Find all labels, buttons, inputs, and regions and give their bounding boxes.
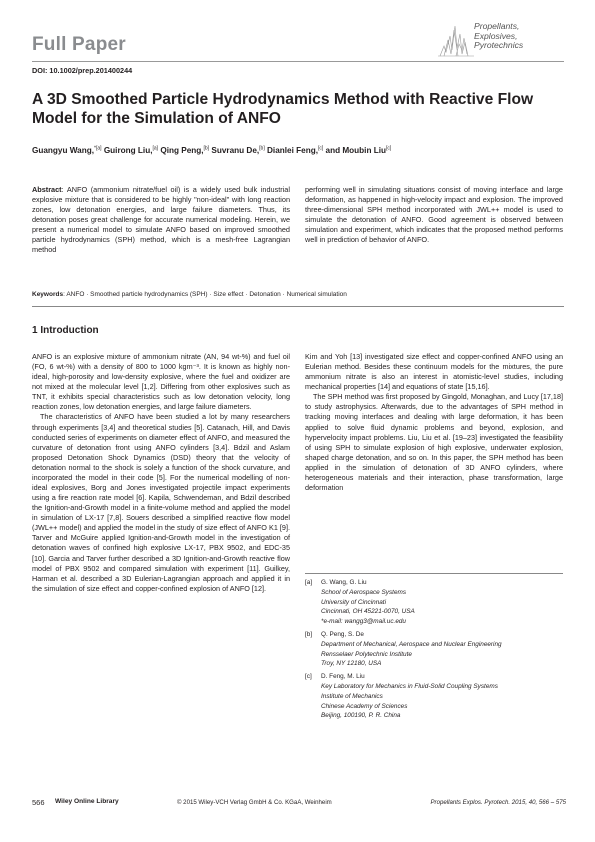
copyright: © 2015 Wiley-VCH Verlag GmbH & Co. KGaA, Weinheim	[177, 799, 332, 806]
affiliation-line: Troy, NY 12180, USA	[321, 660, 382, 668]
keywords	[32, 290, 572, 299]
doi[interactable]: DOI: 10.1002/prep.201400244	[32, 66, 133, 75]
affiliation-tag: [b]	[305, 630, 313, 638]
author: Suvranu De,[b]	[211, 145, 265, 155]
affiliation-line: Q. Peng, S. De	[321, 630, 364, 638]
email-link[interactable]: *e-mail: wangg3@mail.uc.edu	[321, 618, 406, 626]
affiliation-line: Cincinnati, OH 45221-0070, USA	[321, 608, 415, 616]
affiliation-line: School of Aerospace Systems	[321, 588, 407, 596]
abstract-right-column: performing well in simulating situations consist of moving interface and large deformation, as happened in high-velocity impact and explosion. The improved three-dimensional SPH method incorporated with JWL++ model is used to simulate the detonation of ANFO. Good agreement is observed between simulation and experiment, which indicates that the proposed method performs well in prediction of behavior of ANFO.	[305, 185, 563, 245]
section-heading: 1 Introduction	[32, 325, 99, 336]
affiliation-line: Key Laboratory for Mechanics in Fluid-Solid Coupling Systems	[321, 682, 498, 690]
paper-title: A 3D Smoothed Particle Hydrodynamics Method with Reactive Flow Model for the Simulation of ANFO	[32, 91, 534, 127]
abstract-text: : ANFO (ammonium nitrate/fuel oil) is a widely used bulk industrial explosive mixture that is considered to be highly "non-ideal" with long reaction zones, low detonation energies, and large failure diameters. Thus, its detonation poses great challenge for accurate numerical modeling. Herein, we present a numerical model to simulate ANFO based on improved smoothed particle hydrodynamics (SPH) method, which is a mesh-free Lagrangian method	[32, 185, 290, 255]
citation: Propellants Explos. Pyrotech. 2015, 40, 566 – 575	[430, 799, 566, 806]
journal-name	[474, 22, 523, 51]
section-label: Full Paper	[32, 34, 126, 55]
author: and Moubin Liu[c]	[325, 145, 392, 155]
affiliation-line: D. Feng, M. Liu	[321, 673, 365, 681]
affiliation-line: University of Cincinnati	[321, 598, 386, 606]
affiliation-line: Rensselaer Polytechnic Institute	[321, 650, 412, 658]
abstract-left-column	[32, 185, 290, 255]
journal-name-line: Explosives,	[474, 30, 518, 41]
page-number: 566	[32, 798, 45, 807]
affiliations	[305, 578, 570, 724]
paragraph: Kim and Yoh [13] investigated size effect and copper-confined ANFO using an Eulerian method. Besides these continuum models for the mixtures, the pure ammonium nitrate is also an interest in atomistic-level studies, including mechanical properties [14] and equations of state [15,16].	[305, 352, 563, 392]
page-footer	[32, 799, 566, 809]
keywords-label: Keywords	[32, 291, 64, 298]
author-list	[32, 143, 572, 156]
author: Guangyu Wang,$^{*[a]}$	[32, 145, 102, 155]
affiliation	[305, 578, 570, 627]
affiliation-tag: [a]	[305, 579, 313, 586]
author: Qing Peng,[b]	[160, 145, 210, 155]
header-divider	[32, 61, 564, 62]
affiliations-divider	[305, 573, 563, 574]
affiliation-line: Beijing, 100190, P. R. China	[321, 712, 401, 720]
body-left-column	[32, 352, 290, 594]
abstract-label: Abstract	[32, 185, 62, 194]
body-right-column	[305, 352, 563, 493]
author: Guirong Liu,[a]	[103, 145, 159, 155]
affiliation-line: Department of Mechanical, Aerospace and Nuclear Engineering	[321, 640, 502, 648]
paragraph: ANFO is an explosive mixture of ammonium nitrate (AN, 94 wt-%) and fuel oil (FO, 6 wt-%) with a density of 800 to 1000 kgm⁻³. It is known as highly non-ideal, high-porosity and low-density explosive, where the fuel and oxidizer are not mixed at the molecular level [1,2]. Differing from other explosives such as TNT, it exhibits special characteristics such as low detonation velocity, long reaction zones, low detonation energies, and large failure diameters.	[32, 352, 290, 412]
affiliation-line: Chinese Academy of Sciences	[321, 702, 408, 710]
affiliation-tag: [c]	[305, 673, 312, 681]
keywords-text: : ANFO · Smoothed particle hydrodynamics (SPH) · Size effect · Detonation · Numerical simulation	[63, 291, 347, 298]
journal-name-line: Pyrotechnics	[474, 40, 524, 51]
paragraph: The characteristics of ANFO have been studied a lot by many researchers through experiments [3,4] and theoretical studies [5]. Catanach, Hill, and Davis conducted series of experiments on diameter effect of ANFO, and measured the curvature of detonation front using ANFO cylinders [3,4]. Bdzil and Aslam proposed Detonation Shock Dynamics (DSD) theory that the velocity of detonation normal to the shock is solely a function of the shock curvature, and incorporated the model in their code [5]. For the numerical modelling of non-ideal explosives, Borg and Jones investigated projectile impact experiments using a fire reaction rate model [6]. Kapila, Schwendeman, and Bdzil described the Ignition-and-Growth model in a finite-volume method and applied the model in simulation of LX-17 [7,8]. Souers described a simplified reactive flow model (JWL++ model) and applied the model in the study of size effect of ANFO K1 [9]. Tarver and McGuire applied Ignition-and-Growth model in the investigation of detonation waves of confined high explosive LX-17, PBX 9502, and EDC-35 [10]. Garcia and Tarver further described a 3D Ignition-and-Growth reactive flow model of PBX 9502 and compared simulation with experiment [11]. Guilkey, Harman et al. described a 3D Eulerian-Lagrangian approach and applied it in the simulation of size effect and copper-confined explosion of ANFO [12].	[32, 412, 290, 593]
affiliation-line: Institute of Mechanics	[321, 692, 383, 700]
affiliation	[305, 630, 570, 669]
affiliation-line: G. Wang, G. Liu	[321, 579, 367, 586]
paragraph: The SPH method was first proposed by Gingold, Monaghan, and Lucy [17,18] to study astrophysics. Afterwards, due to the advantages of SPH method in tracking moving interfaces and dealing with large deformation, it has been applied to solve fluid dynamic problems and beyond, explosion, and hypervelocity impact problems. Liu, Liu et al. [19–23] investigated the feasibility of using SPH to simulate explosion of high explosive, underwater explosion, shaped charge detonation, and so on. In this paper, the SPH method has been applied in the simulation of detonation of 3D ANFO cylinders, where heterogeneous materials and their interaction, phase transformation, large deformation	[305, 392, 563, 493]
publisher-logo[interactable]: Wiley Online Library	[55, 798, 119, 805]
author: Dianlei Feng,[c]	[267, 145, 324, 155]
abstract-divider	[32, 306, 564, 307]
journal-name-line: Propellants,	[474, 21, 520, 31]
affiliation	[305, 672, 570, 721]
